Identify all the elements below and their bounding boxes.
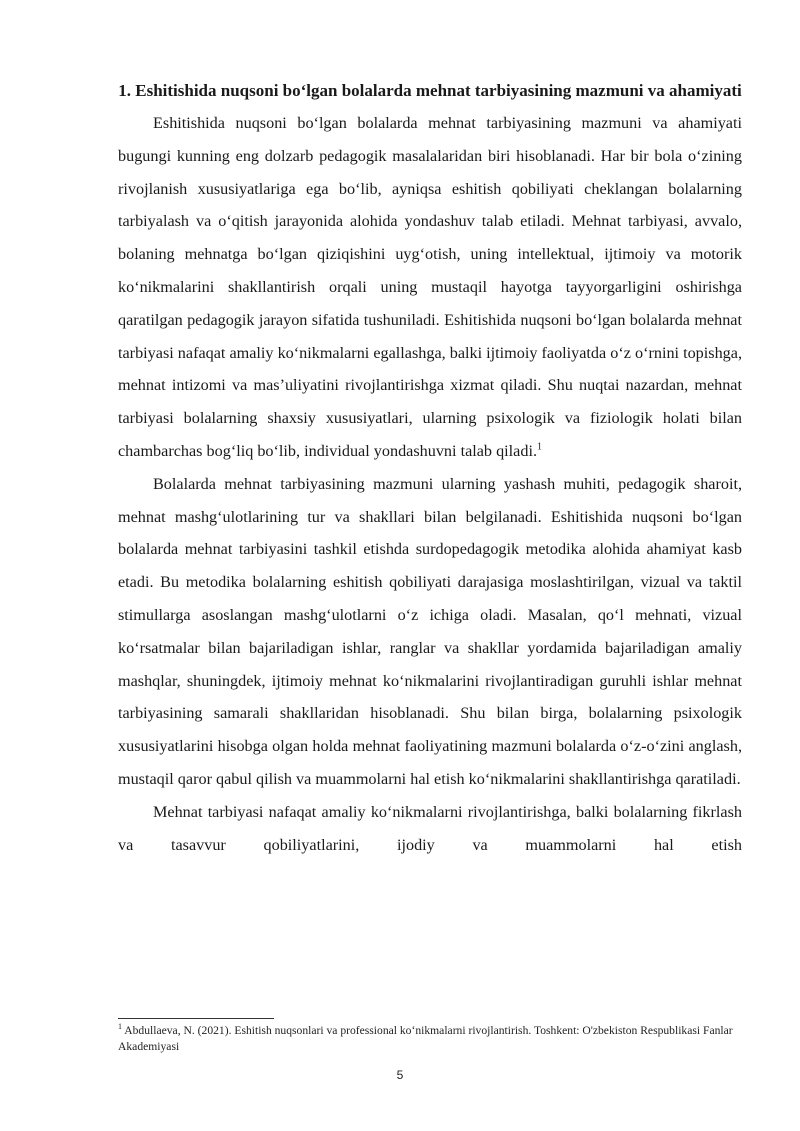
footnote-text: Abdullaeva, N. (2021). Eshitish nuqsonlari va professional ko‘nikmalarni rivojlantirish. Toshkent: O'zbekiston Respublikasi Fanlar Akademiyasi (118, 1024, 733, 1053)
page-number: 5 (396, 1068, 404, 1082)
paragraph-3 (118, 796, 742, 862)
footnote-reference[interactable]: 1 (537, 441, 542, 453)
paragraph-1 (118, 107, 742, 468)
footnote-divider (118, 1018, 274, 1019)
paragraph-2 (118, 468, 742, 796)
footnote (118, 1023, 742, 1055)
paragraph-3-text: Mehnat tarbiyasi nafaqat amaliy ko‘nikmalarni rivojlantirishga, balki bolalarning fikrlash va tasavvur qobiliyatlarini, ijodiy va muammolarni hal etish (118, 802, 742, 854)
page-body (118, 74, 742, 861)
footnote-marker: 1 (118, 1022, 122, 1032)
paragraph-2-text: Bolalarda mehnat tarbiyasining mazmuni ularning yashash muhiti, pedagogik sharoit, mehnat mashg‘ulotlarining tur va shakllari bilan belgilanadi. Eshitishida nuqsoni bo‘lgan bolalarda mehnat tarbiyasini tashkil etishda surdopedagogik metodika alohida ahamiyat kasb etadi. Bu metodika bolalarning eshitish qobiliyati darajasiga moslashtirilgan, vizual va taktil stimullarga asoslangan mashg‘ulotlarni o‘z ichiga oladi. Masalan, qo‘l mehnati, vizual ko‘rsatmalar bilan bajariladigan ishlar, ranglar va shakllar yordamida bajariladigan amaliy mashqlar, shuningdek, ijtimoiy mehnat ko‘nikmalarini rivojlantiradigan guruhli ishlar mehnat tarbiyasining samarali shakllaridan hisoblanadi. Shu bilan birga, bolalarning psixologik xususiyatlarini hisobga olgan holda mehnat faoliyatining mazmuni bolalarda o‘z-o‘zini anglash, mustaqil qaror qabul qilish va muammolarni hal etish ko‘nikmalarini shakllantirishga qaratiladi. (118, 474, 742, 788)
paragraph-1-text: Eshitishida nuqsoni bo‘lgan bolalarda mehnat tarbiyasining mazmuni va ahamiyati bugungi kunning eng dolzarb pedagogik masalalaridan biri hisoblanadi. Har bir bola o‘zining rivojlanish xususiyatlariga ega bo‘lib, ayniqsa eshitish qobiliyati cheklangan bolalarning tarbiyalash va o‘qitish jarayonida alohida yondashuv talab etiladi. Mehnat tarbiyasi, avvalo, bolaning mehnatga bo‘lgan qiziqishini uyg‘otish, uning intellektual, ijtimoiy va motorik ko‘nikmalarini shakllantirish orqali uning mustaqil hayotga tayyorgarligini oshirishga qaratilgan pedagogik jarayon sifatida tushuniladi. Eshitishida nuqsoni bo‘lgan bolalarda mehnat tarbiyasi nafaqat amaliy ko‘nikmalarni egallashga, balki ijtimoiy faoliyatda o‘z o‘rnini topishga, mehnat intizomi va mas’uliyatini rivojlantirishga xizmat qiladi. Shu nuqtai nazardan, mehnat tarbiyasi bolalarning shaxsiy xususiyatlari, ularning psixologik va fiziologik holati bilan chambarchas bog‘liq bo‘lib, individual yondashuvni talab qiladi. (118, 114, 742, 460)
section-title: 1. Eshitishida nuqsoni bo‘lgan bolalarda mehnat tarbiyasining mazmuni va ahamiyati (118, 81, 742, 100)
